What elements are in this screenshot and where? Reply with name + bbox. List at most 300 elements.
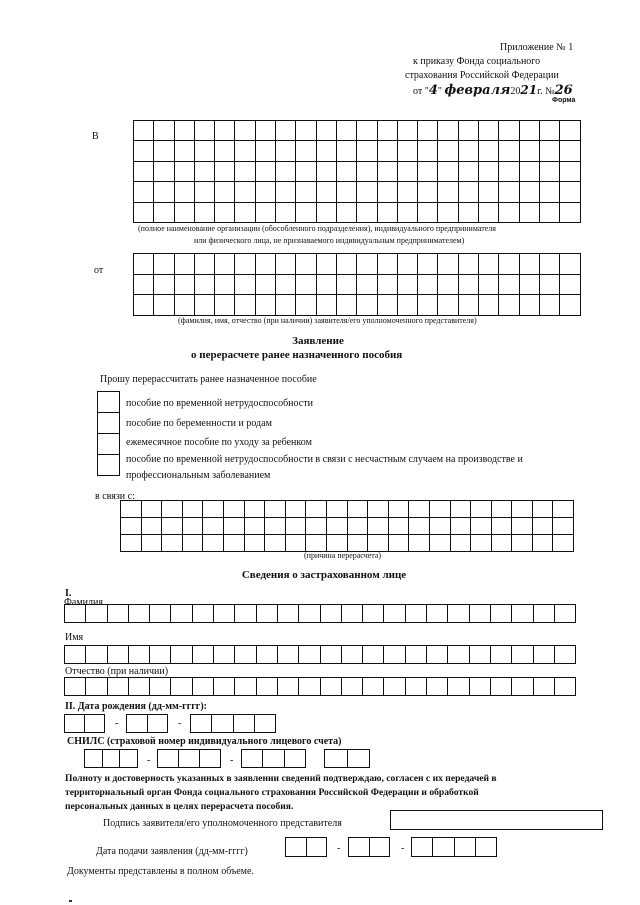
letter-cell[interactable] bbox=[215, 121, 235, 141]
letter-cell[interactable] bbox=[235, 295, 255, 316]
letter-cell[interactable] bbox=[560, 121, 580, 141]
letter-cell[interactable] bbox=[459, 141, 479, 161]
letter-cell[interactable] bbox=[479, 203, 499, 223]
letter-cell[interactable] bbox=[459, 203, 479, 223]
letter-cell[interactable] bbox=[108, 646, 129, 664]
letter-cell[interactable] bbox=[256, 295, 276, 316]
letter-cell[interactable] bbox=[235, 678, 256, 696]
letter-cell[interactable] bbox=[479, 182, 499, 202]
letter-cell[interactable] bbox=[215, 254, 235, 275]
letter-cell[interactable] bbox=[317, 275, 337, 296]
letter-cell[interactable] bbox=[337, 141, 357, 161]
letter-cell[interactable] bbox=[492, 501, 513, 518]
letter-cell[interactable] bbox=[142, 501, 163, 518]
letter-cell[interactable] bbox=[154, 162, 174, 182]
letter-cell[interactable] bbox=[215, 182, 235, 202]
letter-cell[interactable] bbox=[171, 678, 192, 696]
letter-cell[interactable] bbox=[299, 678, 320, 696]
letter-cell[interactable] bbox=[438, 295, 458, 316]
letter-cell[interactable] bbox=[256, 121, 276, 141]
letter-cell[interactable] bbox=[162, 535, 183, 552]
letter-cell[interactable] bbox=[215, 295, 235, 316]
letter-cell[interactable] bbox=[121, 535, 142, 552]
letter-cell[interactable] bbox=[499, 182, 519, 202]
letter-cell[interactable] bbox=[214, 646, 235, 664]
letter-cell[interactable] bbox=[276, 275, 296, 296]
snils-part-2[interactable] bbox=[157, 749, 221, 768]
letter-cell[interactable] bbox=[520, 182, 540, 202]
letter-cell[interactable] bbox=[378, 275, 398, 296]
letter-cell[interactable] bbox=[479, 275, 499, 296]
option-checkbox-temporary-disability[interactable] bbox=[98, 392, 120, 413]
letter-cell[interactable] bbox=[195, 295, 215, 316]
letter-cell[interactable] bbox=[512, 605, 533, 623]
letter-cell[interactable] bbox=[459, 254, 479, 275]
letter-cell[interactable] bbox=[175, 121, 195, 141]
letter-cell[interactable] bbox=[134, 141, 154, 161]
letter-cell[interactable] bbox=[65, 646, 86, 664]
birth-year-field[interactable] bbox=[190, 714, 276, 733]
letter-cell[interactable] bbox=[427, 646, 448, 664]
letter-cell[interactable] bbox=[154, 141, 174, 161]
letter-cell[interactable] bbox=[214, 678, 235, 696]
letter-cell[interactable] bbox=[256, 162, 276, 182]
letter-cell[interactable] bbox=[555, 605, 576, 623]
letter-cell[interactable] bbox=[430, 518, 451, 535]
letter-cell[interactable] bbox=[257, 605, 278, 623]
letter-cell[interactable] bbox=[418, 162, 438, 182]
letter-cell[interactable] bbox=[276, 121, 296, 141]
letter-cell[interactable] bbox=[540, 275, 560, 296]
letter-cell[interactable] bbox=[337, 295, 357, 316]
letter-cell[interactable] bbox=[357, 203, 377, 223]
letter-cell[interactable] bbox=[121, 518, 142, 535]
letter-cell[interactable] bbox=[235, 646, 256, 664]
letter-cell[interactable] bbox=[398, 275, 418, 296]
letter-cell[interactable] bbox=[533, 535, 554, 552]
letter-cell[interactable] bbox=[555, 646, 576, 664]
name-grid[interactable] bbox=[64, 645, 576, 664]
letter-cell[interactable] bbox=[459, 162, 479, 182]
letter-cell[interactable] bbox=[321, 605, 342, 623]
letter-cell[interactable] bbox=[129, 678, 150, 696]
letter-cell[interactable] bbox=[427, 678, 448, 696]
letter-cell[interactable] bbox=[276, 254, 296, 275]
letter-cell[interactable] bbox=[278, 605, 299, 623]
letter-cell[interactable] bbox=[363, 605, 384, 623]
letter-cell[interactable] bbox=[553, 501, 574, 518]
letter-cell[interactable] bbox=[491, 678, 512, 696]
letter-cell[interactable] bbox=[193, 605, 214, 623]
letter-cell[interactable] bbox=[203, 501, 224, 518]
submission-day-field[interactable] bbox=[285, 837, 327, 857]
letter-cell[interactable] bbox=[560, 275, 580, 296]
letter-cell[interactable] bbox=[337, 275, 357, 296]
letter-cell[interactable] bbox=[154, 182, 174, 202]
letter-cell[interactable] bbox=[398, 203, 418, 223]
letter-cell[interactable] bbox=[438, 162, 458, 182]
letter-cell[interactable] bbox=[296, 275, 316, 296]
letter-cell[interactable] bbox=[278, 646, 299, 664]
letter-cell[interactable] bbox=[299, 646, 320, 664]
letter-cell[interactable] bbox=[65, 605, 86, 623]
letter-cell[interactable] bbox=[470, 678, 491, 696]
letter-cell[interactable] bbox=[398, 254, 418, 275]
letter-cell[interactable] bbox=[459, 121, 479, 141]
letter-cell[interactable] bbox=[306, 535, 327, 552]
letter-cell[interactable] bbox=[348, 518, 369, 535]
letter-cell[interactable] bbox=[534, 678, 555, 696]
letter-cell[interactable] bbox=[520, 162, 540, 182]
letter-cell[interactable] bbox=[470, 646, 491, 664]
letter-cell[interactable] bbox=[560, 182, 580, 202]
letter-cell[interactable] bbox=[321, 646, 342, 664]
letter-cell[interactable] bbox=[129, 605, 150, 623]
letter-cell[interactable] bbox=[540, 254, 560, 275]
letter-cell[interactable] bbox=[129, 646, 150, 664]
letter-cell[interactable] bbox=[448, 646, 469, 664]
letter-cell[interactable] bbox=[235, 182, 255, 202]
letter-cell[interactable] bbox=[134, 254, 154, 275]
letter-cell[interactable] bbox=[154, 121, 174, 141]
letter-cell[interactable] bbox=[427, 605, 448, 623]
letter-cell[interactable] bbox=[378, 121, 398, 141]
letter-cell[interactable] bbox=[533, 501, 554, 518]
letter-cell[interactable] bbox=[492, 535, 513, 552]
letter-cell[interactable] bbox=[430, 501, 451, 518]
letter-cell[interactable] bbox=[430, 535, 451, 552]
letter-cell[interactable] bbox=[459, 182, 479, 202]
reason-grid[interactable] bbox=[120, 500, 574, 552]
letter-cell[interactable] bbox=[327, 535, 348, 552]
letter-cell[interactable] bbox=[235, 141, 255, 161]
letter-cell[interactable] bbox=[499, 295, 519, 316]
letter-cell[interactable] bbox=[560, 141, 580, 161]
letter-cell[interactable] bbox=[327, 501, 348, 518]
letter-cell[interactable] bbox=[175, 275, 195, 296]
letter-cell[interactable] bbox=[378, 254, 398, 275]
letter-cell[interactable] bbox=[278, 678, 299, 696]
letter-cell[interactable] bbox=[451, 535, 472, 552]
letter-cell[interactable] bbox=[215, 162, 235, 182]
letter-cell[interactable] bbox=[499, 203, 519, 223]
letter-cell[interactable] bbox=[142, 535, 163, 552]
letter-cell[interactable] bbox=[533, 518, 554, 535]
letter-cell[interactable] bbox=[357, 295, 377, 316]
letter-cell[interactable] bbox=[134, 275, 154, 296]
letter-cell[interactable] bbox=[398, 295, 418, 316]
letter-cell[interactable] bbox=[378, 141, 398, 161]
letter-cell[interactable] bbox=[134, 162, 154, 182]
letter-cell[interactable] bbox=[171, 605, 192, 623]
letter-cell[interactable] bbox=[418, 254, 438, 275]
letter-cell[interactable] bbox=[183, 535, 204, 552]
letter-cell[interactable] bbox=[479, 295, 499, 316]
letter-cell[interactable] bbox=[534, 646, 555, 664]
letter-cell[interactable] bbox=[86, 678, 107, 696]
letter-cell[interactable] bbox=[195, 254, 215, 275]
letter-cell[interactable] bbox=[357, 254, 377, 275]
recipient-name-grid[interactable] bbox=[133, 120, 581, 223]
letter-cell[interactable] bbox=[195, 182, 215, 202]
letter-cell[interactable] bbox=[560, 162, 580, 182]
letter-cell[interactable] bbox=[195, 141, 215, 161]
letter-cell[interactable] bbox=[555, 678, 576, 696]
signature-field[interactable] bbox=[390, 810, 603, 830]
letter-cell[interactable] bbox=[560, 203, 580, 223]
letter-cell[interactable] bbox=[342, 678, 363, 696]
letter-cell[interactable] bbox=[540, 121, 560, 141]
letter-cell[interactable] bbox=[470, 605, 491, 623]
letter-cell[interactable] bbox=[235, 254, 255, 275]
letter-cell[interactable] bbox=[418, 203, 438, 223]
letter-cell[interactable] bbox=[553, 535, 574, 552]
letter-cell[interactable] bbox=[134, 295, 154, 316]
letter-cell[interactable] bbox=[327, 518, 348, 535]
letter-cell[interactable] bbox=[479, 121, 499, 141]
letter-cell[interactable] bbox=[438, 275, 458, 296]
letter-cell[interactable] bbox=[512, 646, 533, 664]
letter-cell[interactable] bbox=[363, 678, 384, 696]
letter-cell[interactable] bbox=[121, 501, 142, 518]
letter-cell[interactable] bbox=[409, 535, 430, 552]
letter-cell[interactable] bbox=[438, 121, 458, 141]
letter-cell[interactable] bbox=[296, 162, 316, 182]
letter-cell[interactable] bbox=[162, 518, 183, 535]
letter-cell[interactable] bbox=[348, 501, 369, 518]
letter-cell[interactable] bbox=[150, 678, 171, 696]
letter-cell[interactable] bbox=[224, 518, 245, 535]
letter-cell[interactable] bbox=[540, 162, 560, 182]
letter-cell[interactable] bbox=[276, 141, 296, 161]
letter-cell[interactable] bbox=[276, 182, 296, 202]
letter-cell[interactable] bbox=[520, 275, 540, 296]
letter-cell[interactable] bbox=[342, 646, 363, 664]
letter-cell[interactable] bbox=[398, 162, 418, 182]
letter-cell[interactable] bbox=[499, 275, 519, 296]
letter-cell[interactable] bbox=[438, 141, 458, 161]
letter-cell[interactable] bbox=[459, 275, 479, 296]
letter-cell[interactable] bbox=[389, 518, 410, 535]
letter-cell[interactable] bbox=[389, 501, 410, 518]
letter-cell[interactable] bbox=[306, 518, 327, 535]
letter-cell[interactable] bbox=[296, 295, 316, 316]
letter-cell[interactable] bbox=[154, 295, 174, 316]
surname-grid[interactable] bbox=[64, 604, 576, 623]
letter-cell[interactable] bbox=[357, 121, 377, 141]
letter-cell[interactable] bbox=[317, 203, 337, 223]
letter-cell[interactable] bbox=[134, 121, 154, 141]
letter-cell[interactable] bbox=[540, 182, 560, 202]
letter-cell[interactable] bbox=[317, 121, 337, 141]
letter-cell[interactable] bbox=[265, 518, 286, 535]
letter-cell[interactable] bbox=[479, 254, 499, 275]
letter-cell[interactable] bbox=[134, 182, 154, 202]
letter-cell[interactable] bbox=[245, 501, 266, 518]
letter-cell[interactable] bbox=[540, 141, 560, 161]
letter-cell[interactable] bbox=[368, 518, 389, 535]
snils-control-digits[interactable] bbox=[324, 749, 370, 768]
letter-cell[interactable] bbox=[175, 203, 195, 223]
letter-cell[interactable] bbox=[540, 203, 560, 223]
letter-cell[interactable] bbox=[418, 295, 438, 316]
letter-cell[interactable] bbox=[384, 678, 405, 696]
letter-cell[interactable] bbox=[86, 605, 107, 623]
letter-cell[interactable] bbox=[553, 518, 574, 535]
letter-cell[interactable] bbox=[195, 275, 215, 296]
letter-cell[interactable] bbox=[471, 518, 492, 535]
letter-cell[interactable] bbox=[154, 203, 174, 223]
letter-cell[interactable] bbox=[317, 254, 337, 275]
letter-cell[interactable] bbox=[342, 605, 363, 623]
letter-cell[interactable] bbox=[162, 501, 183, 518]
letter-cell[interactable] bbox=[406, 646, 427, 664]
patronymic-grid[interactable] bbox=[64, 677, 576, 696]
letter-cell[interactable] bbox=[499, 254, 519, 275]
letter-cell[interactable] bbox=[398, 182, 418, 202]
letter-cell[interactable] bbox=[499, 121, 519, 141]
letter-cell[interactable] bbox=[337, 203, 357, 223]
option-checkbox-work-accident[interactable] bbox=[98, 455, 120, 476]
letter-cell[interactable] bbox=[409, 518, 430, 535]
letter-cell[interactable] bbox=[448, 678, 469, 696]
sender-name-grid[interactable] bbox=[133, 253, 581, 316]
letter-cell[interactable] bbox=[256, 203, 276, 223]
letter-cell[interactable] bbox=[560, 295, 580, 316]
letter-cell[interactable] bbox=[378, 162, 398, 182]
letter-cell[interactable] bbox=[195, 121, 215, 141]
letter-cell[interactable] bbox=[512, 678, 533, 696]
letter-cell[interactable] bbox=[540, 295, 560, 316]
letter-cell[interactable] bbox=[203, 535, 224, 552]
letter-cell[interactable] bbox=[357, 182, 377, 202]
letter-cell[interactable] bbox=[384, 605, 405, 623]
letter-cell[interactable] bbox=[438, 182, 458, 202]
letter-cell[interactable] bbox=[214, 605, 235, 623]
letter-cell[interactable] bbox=[337, 121, 357, 141]
letter-cell[interactable] bbox=[418, 275, 438, 296]
letter-cell[interactable] bbox=[150, 646, 171, 664]
letter-cell[interactable] bbox=[175, 182, 195, 202]
letter-cell[interactable] bbox=[357, 162, 377, 182]
letter-cell[interactable] bbox=[337, 182, 357, 202]
letter-cell[interactable] bbox=[245, 518, 266, 535]
letter-cell[interactable] bbox=[203, 518, 224, 535]
letter-cell[interactable] bbox=[406, 605, 427, 623]
letter-cell[interactable] bbox=[520, 203, 540, 223]
letter-cell[interactable] bbox=[520, 254, 540, 275]
letter-cell[interactable] bbox=[348, 535, 369, 552]
letter-cell[interactable] bbox=[520, 295, 540, 316]
letter-cell[interactable] bbox=[276, 162, 296, 182]
letter-cell[interactable] bbox=[235, 275, 255, 296]
option-checkbox-childcare[interactable] bbox=[98, 434, 120, 455]
letter-cell[interactable] bbox=[378, 182, 398, 202]
letter-cell[interactable] bbox=[193, 678, 214, 696]
letter-cell[interactable] bbox=[491, 605, 512, 623]
letter-cell[interactable] bbox=[175, 162, 195, 182]
letter-cell[interactable] bbox=[451, 501, 472, 518]
letter-cell[interactable] bbox=[235, 203, 255, 223]
letter-cell[interactable] bbox=[534, 605, 555, 623]
letter-cell[interactable] bbox=[257, 646, 278, 664]
letter-cell[interactable] bbox=[560, 254, 580, 275]
letter-cell[interactable] bbox=[471, 535, 492, 552]
letter-cell[interactable] bbox=[171, 646, 192, 664]
letter-cell[interactable] bbox=[398, 141, 418, 161]
letter-cell[interactable] bbox=[256, 141, 276, 161]
letter-cell[interactable] bbox=[183, 518, 204, 535]
letter-cell[interactable] bbox=[296, 254, 316, 275]
letter-cell[interactable] bbox=[317, 295, 337, 316]
letter-cell[interactable] bbox=[296, 121, 316, 141]
letter-cell[interactable] bbox=[195, 162, 215, 182]
letter-cell[interactable] bbox=[65, 678, 86, 696]
letter-cell[interactable] bbox=[306, 501, 327, 518]
letter-cell[interactable] bbox=[520, 121, 540, 141]
letter-cell[interactable] bbox=[337, 254, 357, 275]
letter-cell[interactable] bbox=[438, 203, 458, 223]
letter-cell[interactable] bbox=[398, 121, 418, 141]
letter-cell[interactable] bbox=[321, 678, 342, 696]
letter-cell[interactable] bbox=[451, 518, 472, 535]
letter-cell[interactable] bbox=[193, 646, 214, 664]
letter-cell[interactable] bbox=[378, 203, 398, 223]
letter-cell[interactable] bbox=[134, 203, 154, 223]
letter-cell[interactable] bbox=[215, 141, 235, 161]
letter-cell[interactable] bbox=[491, 646, 512, 664]
letter-cell[interactable] bbox=[286, 535, 307, 552]
letter-cell[interactable] bbox=[406, 678, 427, 696]
letter-cell[interactable] bbox=[299, 605, 320, 623]
letter-cell[interactable] bbox=[317, 162, 337, 182]
birth-month-field[interactable] bbox=[126, 714, 168, 733]
submission-month-field[interactable] bbox=[348, 837, 390, 857]
letter-cell[interactable] bbox=[286, 518, 307, 535]
letter-cell[interactable] bbox=[175, 254, 195, 275]
letter-cell[interactable] bbox=[337, 162, 357, 182]
letter-cell[interactable] bbox=[154, 275, 174, 296]
letter-cell[interactable] bbox=[459, 295, 479, 316]
letter-cell[interactable] bbox=[175, 141, 195, 161]
letter-cell[interactable] bbox=[256, 182, 276, 202]
letter-cell[interactable] bbox=[276, 295, 296, 316]
letter-cell[interactable] bbox=[296, 182, 316, 202]
letter-cell[interactable] bbox=[512, 535, 533, 552]
letter-cell[interactable] bbox=[479, 141, 499, 161]
letter-cell[interactable] bbox=[86, 646, 107, 664]
letter-cell[interactable] bbox=[368, 535, 389, 552]
letter-cell[interactable] bbox=[368, 501, 389, 518]
letter-cell[interactable] bbox=[418, 121, 438, 141]
letter-cell[interactable] bbox=[224, 501, 245, 518]
letter-cell[interactable] bbox=[215, 203, 235, 223]
letter-cell[interactable] bbox=[245, 535, 266, 552]
letter-cell[interactable] bbox=[183, 501, 204, 518]
letter-cell[interactable] bbox=[150, 605, 171, 623]
birth-day-field[interactable] bbox=[64, 714, 105, 733]
letter-cell[interactable] bbox=[512, 518, 533, 535]
letter-cell[interactable] bbox=[363, 646, 384, 664]
letter-cell[interactable] bbox=[142, 518, 163, 535]
letter-cell[interactable] bbox=[438, 254, 458, 275]
letter-cell[interactable] bbox=[256, 275, 276, 296]
letter-cell[interactable] bbox=[492, 518, 513, 535]
letter-cell[interactable] bbox=[108, 605, 129, 623]
letter-cell[interactable] bbox=[175, 295, 195, 316]
letter-cell[interactable] bbox=[499, 162, 519, 182]
letter-cell[interactable] bbox=[108, 678, 129, 696]
